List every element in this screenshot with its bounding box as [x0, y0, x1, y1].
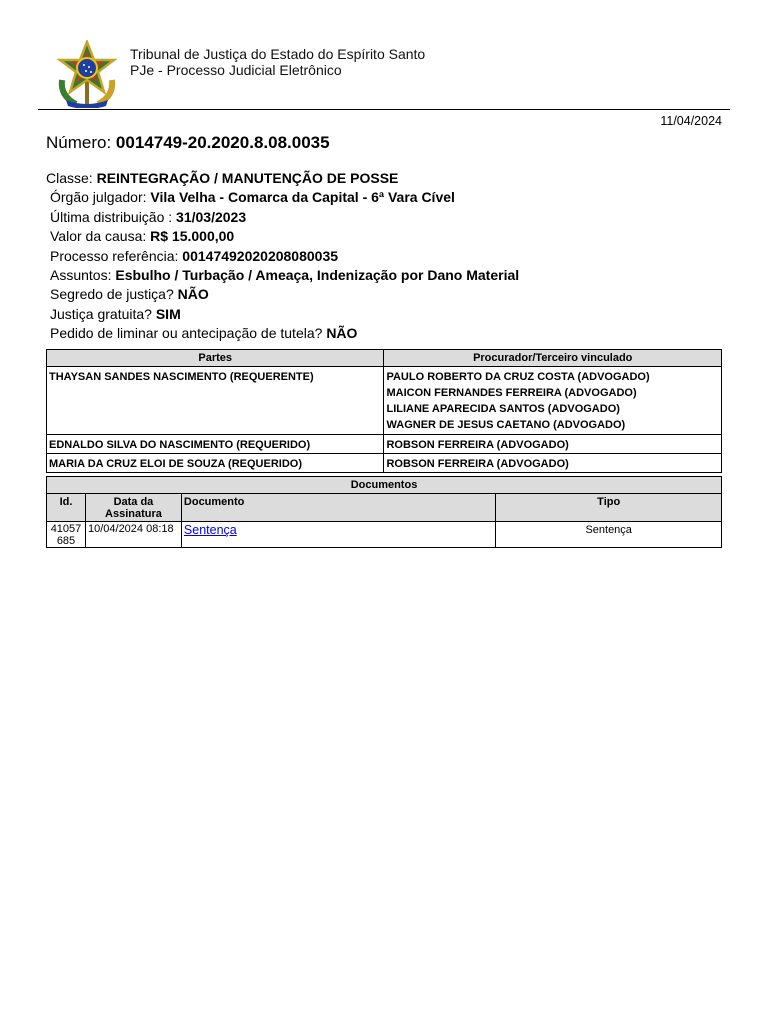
- procurador-list: [384, 367, 722, 435]
- orgao-row: [46, 188, 519, 207]
- documentos-title: Documentos: [47, 477, 722, 494]
- distribuicao-label: Última distribuição :: [50, 208, 173, 225]
- assuntos-value: Esbulho / Turbação / Ameaça, Indenização por Dano Material: [115, 266, 520, 283]
- gratuita-row: [46, 305, 519, 324]
- partes-header-row: [47, 350, 722, 367]
- col-id-header: Id.: [47, 494, 86, 522]
- table-row: [47, 522, 722, 548]
- liminar-label: Pedido de liminar ou antecipação de tutela?: [50, 325, 323, 342]
- gratuita-label: Justiça gratuita?: [50, 305, 152, 322]
- classe-row: [46, 169, 519, 188]
- orgao-label: Órgão julgador:: [50, 189, 147, 206]
- doc-id: [47, 522, 86, 548]
- doc-date: 10/04/2024 08:18: [85, 522, 181, 548]
- procurador-header: Procurador/Terceiro vinculado: [384, 350, 722, 367]
- doc-cell: [181, 522, 495, 548]
- col-data-header-line1: Data da: [113, 496, 154, 508]
- col-data-header: [85, 494, 181, 522]
- assuntos-row: [46, 266, 519, 285]
- referencia-row: [46, 247, 519, 266]
- classe-label: Classe:: [46, 170, 93, 186]
- court-line-1: Tribunal de Justiça do Estado do Espírito Santo: [130, 46, 426, 62]
- doc-link[interactable]: Sentença: [183, 523, 237, 537]
- process-info: [46, 169, 519, 344]
- segredo-row: [46, 285, 519, 304]
- liminar-row: [46, 324, 519, 343]
- liminar-value: NÃO: [326, 325, 358, 342]
- brazil-coat-of-arms-icon: [52, 40, 122, 108]
- process-number: [46, 133, 330, 153]
- classe-value: REINTEGRAÇÃO / MANUTENÇÃO DE POSSE: [96, 170, 399, 186]
- referencia-label: Processo referência:: [50, 247, 179, 264]
- gratuita-value: SIM: [155, 305, 181, 322]
- procurador-name: ROBSON FERREIRA (ADVOGADO): [384, 435, 722, 454]
- orgao-value: Vila Velha - Comarca da Capital - 6ª Vara Cível: [150, 189, 455, 206]
- assuntos-label: Assuntos:: [50, 266, 112, 283]
- valor-value: R$ 15.000,00: [150, 228, 235, 245]
- procurador-name: ROBSON FERREIRA (ADVOGADO): [384, 454, 722, 473]
- process-number-label: Número:: [46, 133, 112, 152]
- parte-name: MARIA DA CRUZ ELOI DE SOUZA (REQUERIDO): [47, 454, 384, 473]
- court-name: [130, 46, 425, 78]
- header-divider: [38, 109, 730, 110]
- distribuicao-value: 31/03/2023: [176, 208, 247, 225]
- doc-tipo: Sentença: [496, 522, 722, 548]
- procurador-name: LILIANE APARECIDA SANTOS (ADVOGADO): [386, 403, 620, 415]
- segredo-label: Segredo de justiça?: [50, 286, 174, 303]
- issue-date: 11/04/2024: [660, 114, 722, 128]
- documentos-table: [46, 476, 722, 548]
- procurador-name: PAULO ROBERTO DA CRUZ COSTA (ADVOGADO): [386, 371, 650, 383]
- process-number-value: 0014749-20.2020.8.08.0035: [115, 133, 330, 152]
- col-tipo-header: Tipo: [496, 494, 722, 522]
- documentos-title-row: [47, 477, 722, 494]
- table-row: [47, 435, 722, 454]
- valor-row: [46, 227, 519, 246]
- table-row: [47, 367, 722, 435]
- document-header: [0, 0, 768, 110]
- parte-name: EDNALDO SILVA DO NASCIMENTO (REQUERIDO): [47, 435, 384, 454]
- col-documento-header: Documento: [181, 494, 495, 522]
- procurador-name: WAGNER DE JESUS CAETANO (ADVOGADO): [386, 419, 626, 431]
- procurador-name: MAICON FERNANDES FERREIRA (ADVOGADO): [386, 387, 637, 399]
- segredo-value: NÃO: [177, 286, 209, 303]
- col-data-header-line2: Assinatura: [105, 508, 162, 520]
- doc-id-line1: 41057: [50, 523, 82, 535]
- distribuicao-row: [46, 208, 519, 227]
- table-row: [47, 454, 722, 473]
- referencia-value: 00147492020208080035: [182, 247, 339, 264]
- doc-id-line2: 685: [56, 535, 76, 547]
- court-line-2: PJe - Processo Judicial Eletrônico: [130, 62, 342, 78]
- valor-label: Valor da causa:: [50, 228, 147, 245]
- parte-name: THAYSAN SANDES NASCIMENTO (REQUERENTE): [47, 367, 384, 435]
- partes-header: Partes: [47, 350, 384, 367]
- documentos-header-row: [47, 494, 722, 522]
- partes-table: [46, 349, 722, 473]
